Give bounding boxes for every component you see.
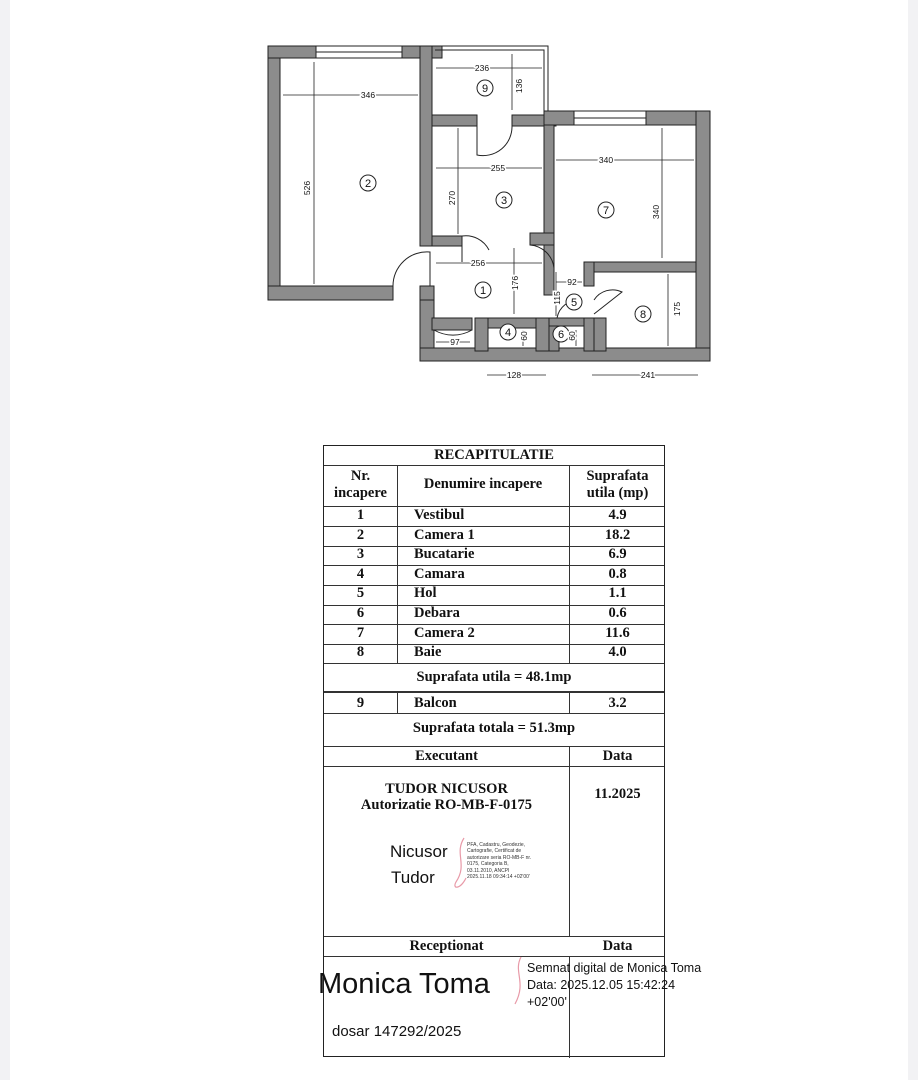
wall: [584, 318, 594, 351]
room-number: 7: [602, 205, 610, 217]
wall: [432, 115, 477, 126]
row-area: 0.6: [608, 605, 627, 621]
executant-date: 11.2025: [594, 786, 641, 802]
dim-label: 97: [450, 337, 460, 347]
row-area: 4.9: [608, 507, 627, 523]
dim-label: 60: [567, 331, 577, 341]
row-nr: 2: [356, 527, 365, 543]
data-label-2: Data: [602, 938, 633, 954]
executant-info: TUDOR NICUSOR Autorizatie RO-MB-F-0175: [360, 781, 533, 813]
wall: [420, 46, 432, 246]
floor-plan: [0, 0, 918, 400]
wall: [544, 111, 574, 125]
wall: [696, 111, 710, 361]
dim-label: 175: [672, 301, 682, 317]
digital-signature-text: Semnat digital de Monica Toma Data: 2025.12.05 15:42:24 +02'00': [527, 961, 702, 1009]
room-number: 3: [500, 195, 508, 207]
row-name: Balcon: [414, 695, 457, 711]
row-area: 4.0: [608, 644, 627, 660]
wall: [420, 286, 434, 300]
room-number: 6: [557, 329, 565, 341]
row-name: Camera 1: [414, 527, 475, 543]
wall: [268, 46, 316, 58]
room-number: 9: [481, 83, 489, 95]
row-name: Vestibul: [414, 507, 465, 523]
dim-label: 340: [651, 204, 661, 220]
row-area: 3.2: [608, 695, 627, 711]
wall: [432, 236, 462, 246]
door: [393, 252, 430, 286]
row-name: Debara: [414, 605, 460, 621]
dim-label: 526: [302, 180, 312, 196]
dim-label: 340: [598, 155, 614, 165]
dim-label: 176: [510, 275, 520, 291]
room-number: 2: [364, 178, 372, 190]
data-label: Data: [602, 748, 633, 764]
grand-total: Suprafata totala = 51.3mp: [412, 720, 576, 736]
wall: [544, 115, 554, 245]
balcony-outline: [432, 46, 548, 111]
room-number: 1: [479, 285, 487, 297]
receiver-name: Monica Toma: [318, 968, 490, 1000]
row-area: 1.1: [608, 585, 627, 601]
wall: [475, 318, 488, 351]
row-name: Baie: [414, 644, 442, 660]
dim-label: 270: [447, 190, 457, 206]
wall: [536, 318, 549, 351]
row-nr: 6: [356, 605, 365, 621]
room-number: 4: [504, 327, 512, 339]
dim-label: 241: [640, 370, 656, 380]
col-header-area: Suprafata utila (mp): [586, 468, 649, 501]
wall: [584, 262, 594, 286]
executant-label: Executant: [415, 748, 478, 764]
row-name: Hol: [414, 585, 437, 601]
dim-label: 236: [474, 63, 490, 73]
dim-label: 128: [506, 370, 522, 380]
row-nr: 7: [356, 625, 365, 641]
dim-label: 92: [567, 277, 577, 287]
room-number: 8: [639, 309, 647, 321]
dim-label: 60: [519, 331, 529, 341]
row-name: Camara: [414, 566, 465, 582]
wall: [584, 262, 696, 272]
door: [477, 126, 512, 156]
row-nr: 8: [356, 644, 365, 660]
wall: [530, 233, 554, 245]
col-header-nr: Nr. incapere: [334, 468, 387, 501]
signature-note: PFA, Cadastru, Geodezie, Cartografie, Certificat de autorizare seria RO-MB-F nr. 0175, Categoria B, 03.11.2010, ANCPI 2025.11.18 09:34:14 +02'00': [467, 842, 532, 881]
recap-table: [318, 445, 702, 1057]
dim-label: 115: [552, 291, 562, 305]
row-area: 11.6: [605, 625, 630, 641]
dim-label: 136: [514, 78, 524, 94]
dim-label: 255: [490, 163, 506, 173]
row-area: 6.9: [608, 546, 627, 562]
row-nr: 1: [356, 507, 365, 523]
wall: [268, 46, 280, 300]
row-nr: 4: [356, 566, 365, 582]
dim-label: 346: [360, 90, 376, 100]
wall: [268, 286, 393, 300]
receptionat-label: Receptionat: [409, 938, 484, 954]
signer-name: Nicusor Tudor: [390, 842, 448, 887]
row-area: 18.2: [604, 527, 631, 543]
row-name: Camera 2: [414, 625, 475, 641]
row-nr: 3: [356, 546, 365, 562]
wall: [544, 245, 554, 295]
col-header-name: Denumire incapere: [423, 476, 543, 492]
dosar-number: dosar 147292/2025: [332, 1023, 462, 1040]
row-nr: 5: [356, 585, 365, 601]
row-area: 0.8: [608, 566, 627, 582]
table-title: RECAPITULATIE: [434, 447, 554, 463]
wall: [432, 318, 472, 330]
door: [434, 330, 472, 335]
dim-label: 256: [470, 258, 486, 268]
wall: [594, 318, 606, 351]
useful-area-total: Suprafata utila = 48.1mp: [416, 669, 572, 685]
room-number: 5: [570, 297, 578, 309]
row-nr: 9: [356, 695, 365, 711]
door: [594, 290, 622, 314]
row-name: Bucatarie: [414, 546, 475, 562]
wall: [549, 318, 589, 326]
wall: [420, 348, 710, 361]
